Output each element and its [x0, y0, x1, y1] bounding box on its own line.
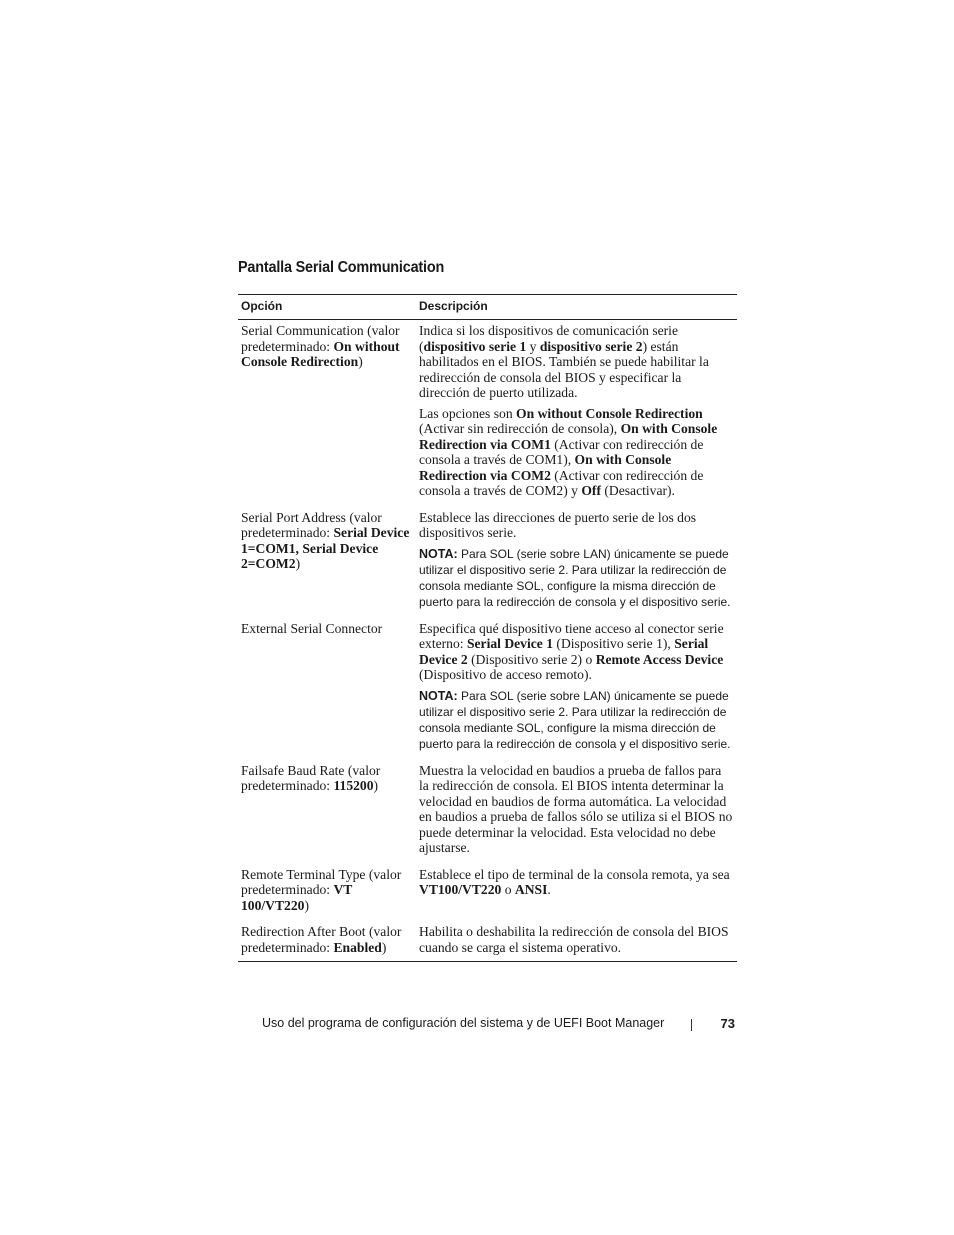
table-row [238, 618, 737, 760]
bold-text: ANSI [514, 882, 548, 897]
footer-text: Uso del programa de configuración del sistema y de UEFI Boot Manager [262, 1016, 665, 1030]
note-label: NOTA: [419, 546, 458, 561]
bold-text: On without Console Redirection [516, 405, 703, 421]
bold-text: Off [581, 483, 601, 498]
bold-text: VT100/VT220 [419, 882, 502, 897]
note-text: Para SOL (serie sobre LAN) únicamente se puede utilizar el dispositivo serie 2. Para utilizar la redirección de consola mediante SOL, configure la misma dirección de puerto para la redirección de consola y el dispositivo serie. [419, 546, 731, 609]
bold-text: Remote Access Device [595, 651, 724, 667]
text-run: ) [373, 778, 379, 793]
note-label: NOTA: [419, 688, 458, 703]
text-run: (Dispositivo serie 2) o [467, 651, 596, 667]
table-row [238, 507, 737, 618]
column-header-description: Descripción [416, 295, 737, 320]
description-paragraph [419, 406, 734, 499]
description-cell [416, 760, 737, 864]
text-run: . [547, 882, 551, 897]
text-run: Muestra la velocidad en baudios a prueba de fallos para la redirección de consola. El BIOS intenta determinar la velocidad en baudios de forma automática. La velocidad en baudios a prueba de fallos sólo se utiliza si el BIOS no puede determinar la velocidad. Esta velocidad no debe ajustarse. [419, 762, 733, 855]
text-run: Habilita o deshabilita la redirección de consola del BIOS cuando se carga el sistema operativo. [419, 924, 729, 955]
option-cell [238, 320, 416, 507]
bold-text: Enabled [333, 939, 382, 955]
bold-text: On with Console Redirection via COM2 [419, 452, 672, 483]
option-cell [238, 507, 416, 618]
table-row [238, 320, 737, 507]
description-paragraph [419, 867, 734, 898]
text-run: Las opciones son [419, 405, 517, 421]
text-run: ) [381, 939, 387, 955]
bold-text: VT 100/VT220 [241, 882, 353, 913]
table-row [238, 921, 737, 962]
text-run: ) están habilitados en el BIOS. También se puede habilitar la redirección de consola del BIOS y especificar la dirección de puerto utilizada. [419, 338, 709, 400]
table-row [238, 864, 737, 922]
column-header-option: Opción [238, 295, 416, 320]
bold-text: On without Console Redirection [241, 338, 400, 369]
text-run: ) [358, 354, 363, 369]
table-body [238, 320, 737, 962]
bold-text: Serial Device 2 [419, 636, 709, 667]
description-paragraph [419, 924, 734, 955]
note [419, 688, 734, 752]
description-cell [416, 618, 737, 760]
bold-text: On with Console Redirection via COM1 [419, 421, 718, 452]
text-run: ) [304, 897, 309, 913]
bold-text: 115200 [333, 778, 374, 793]
options-table [238, 294, 737, 962]
option-cell [238, 760, 416, 864]
bold-text: dispositivo serie 1 [423, 338, 527, 354]
text-run: (Dispositivo serie 1), [553, 636, 675, 651]
text-run: y [526, 338, 540, 354]
description-paragraph [419, 763, 734, 856]
option-cell [238, 618, 416, 760]
text-run: (Activar con redirección de consola a través de COM2) y [419, 467, 704, 498]
text-run: o [501, 882, 515, 897]
text-run: Failsafe Baud Rate (valor predeterminado: [241, 762, 381, 793]
description-paragraph [419, 323, 734, 401]
text-run: Redirection After Boot (valor predeterminado: [241, 924, 402, 955]
text-run: Remote Terminal Type (valor predeterminado: [241, 866, 402, 897]
description-cell [416, 320, 737, 507]
section-title: Pantalla Serial Communication [238, 259, 445, 276]
description-paragraph [419, 510, 734, 541]
bold-text: Serial Device 1 [466, 636, 554, 651]
note [419, 546, 734, 610]
note-text: Para SOL (serie sobre LAN) únicamente se puede utilizar el dispositivo serie 2. Para utilizar la redirección de consola mediante SOL, configure la misma dirección de puerto para la redirección de consola y el dispositivo serie. [419, 688, 731, 751]
table-row [238, 760, 737, 864]
description-cell [416, 864, 737, 922]
text-run: Serial Communication (valor predeterminado: [241, 323, 400, 354]
text-run: (Activar sin redirección de consola), [419, 421, 621, 436]
page-number: 73 [720, 1016, 735, 1031]
text-run: External Serial Connector [241, 620, 383, 636]
text-run: Establece las direcciones de puerto serie de los dos dispositivos serie. [419, 509, 697, 540]
description-paragraph [419, 621, 734, 683]
text-run: ) [295, 556, 301, 571]
bold-text: Serial Device 1=COM1, Serial Device 2=COM2 [241, 525, 410, 571]
text-run: Establece el tipo de terminal de la consola remota, ya sea [419, 866, 730, 882]
text-run: Indica si los dispositivos de comunicación serie ( [419, 323, 678, 354]
text-run: (Desactivar). [600, 483, 675, 498]
description-cell [416, 921, 737, 962]
footer-separator [691, 1019, 692, 1031]
text-run: Especifica qué dispositivo tiene acceso al conector serie externo: [419, 620, 724, 651]
text-run: (Dispositivo de acceso remoto). [419, 667, 592, 682]
text-run: (Activar con redirección de consola a través de COM1), [419, 436, 704, 467]
option-cell [238, 921, 416, 962]
description-cell [416, 507, 737, 618]
table-header-row [238, 295, 737, 320]
bold-text: dispositivo serie 2 [539, 338, 643, 354]
option-cell [238, 864, 416, 922]
text-run: Serial Port Address (valor predeterminado: [241, 509, 382, 540]
